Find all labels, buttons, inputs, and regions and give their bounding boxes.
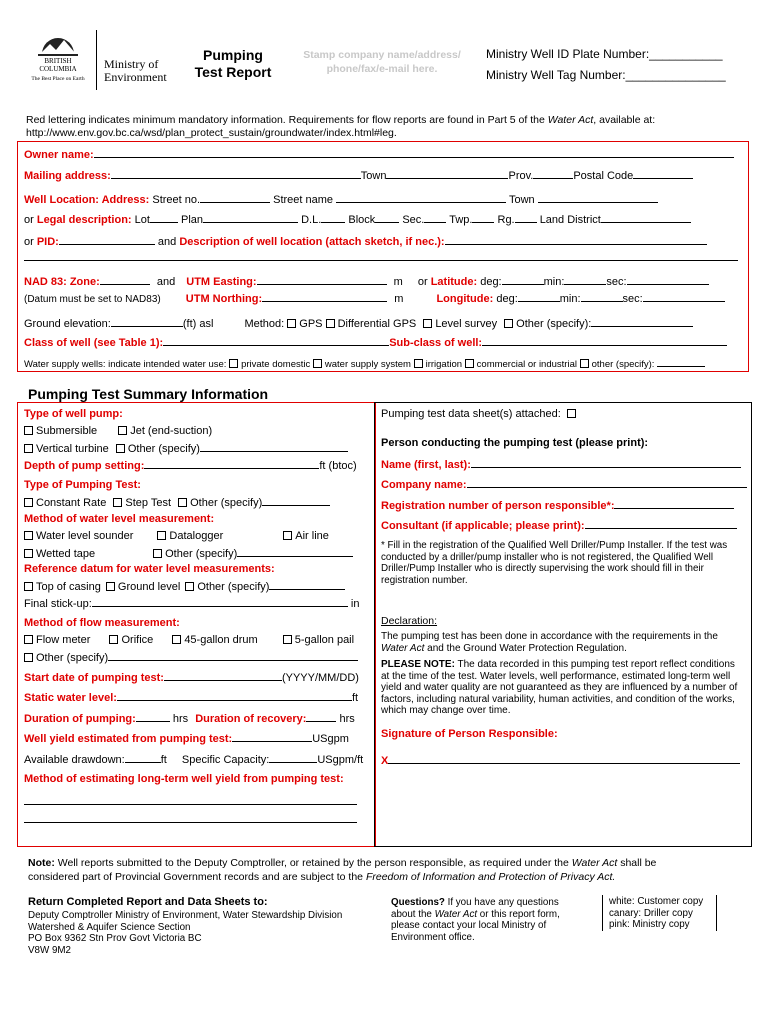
- lat-deg-field[interactable]: [502, 275, 544, 285]
- lon-min-field[interactable]: [581, 292, 623, 302]
- signature-row: X: [381, 754, 740, 767]
- zone-field[interactable]: [100, 275, 150, 285]
- title-line-1: Pumping: [203, 47, 263, 63]
- utm-easting-field[interactable]: [257, 275, 387, 285]
- stickup-field[interactable]: [92, 597, 348, 607]
- depth-field[interactable]: [144, 459, 319, 469]
- lon-deg-field[interactable]: [518, 292, 560, 302]
- summary-heading: Pumping Test Summary Information: [28, 386, 269, 402]
- other-method-checkbox[interactable]: [504, 319, 513, 328]
- sec-field[interactable]: [424, 213, 446, 223]
- class-row: Class of well (see Table 1): Sub-class of well:: [24, 336, 727, 349]
- jet-checkbox[interactable]: [118, 426, 127, 435]
- top-casing-checkbox[interactable]: [24, 582, 33, 591]
- subclass-field[interactable]: [482, 336, 727, 346]
- irrigation-checkbox[interactable]: [414, 359, 423, 368]
- pail-checkbox[interactable]: [283, 635, 292, 644]
- other-wl-field[interactable]: [237, 547, 353, 557]
- town-field[interactable]: [386, 169, 508, 179]
- wl-row-1: Water level sounder Datalogger Air line: [24, 530, 329, 542]
- stamp-line-2: phone/fax/e-mail here.: [326, 63, 438, 75]
- plate-number-field[interactable]: Ministry Well ID Plate Number:___________: [486, 47, 723, 61]
- wetted-tape-checkbox[interactable]: [24, 549, 33, 558]
- water-system-checkbox[interactable]: [313, 359, 322, 368]
- duration-recovery-field[interactable]: [306, 712, 336, 722]
- copy-divider-right: [716, 895, 717, 931]
- stickup-row: Final stick-up: in: [24, 598, 360, 610]
- rg-field[interactable]: [515, 213, 537, 223]
- step-test-checkbox[interactable]: [113, 498, 122, 507]
- yield-field[interactable]: [232, 732, 312, 742]
- name-field[interactable]: [471, 458, 741, 468]
- street-name-field[interactable]: [336, 193, 506, 203]
- long-term-line-2[interactable]: [24, 812, 357, 823]
- private-domestic-checkbox[interactable]: [229, 359, 238, 368]
- other-flow-checkbox[interactable]: [24, 653, 33, 662]
- owner-row: Owner name:: [24, 148, 734, 161]
- prov-field[interactable]: [533, 169, 573, 179]
- ref-datum-label: Reference datum for water level measurements:: [24, 563, 275, 575]
- footnote: * Fill in the registration of the Qualified Well Driller/Pump Installer. If the test was conducted by a driller/pump installer who is not registered, the Qualified Well Driller/Pump Installer who is directly supervising the work should fill in their registration number.: [381, 540, 728, 586]
- attached-row: Pumping test data sheet(s) attached:: [381, 408, 579, 420]
- other-ref-field[interactable]: [269, 580, 345, 590]
- postal-field[interactable]: [633, 169, 693, 179]
- utm-northing-field[interactable]: [262, 292, 387, 302]
- questions-block: Questions? If you have any questions about the Water Act or this report form, please contact your local Ministry of Environment office.: [391, 897, 560, 943]
- class-field[interactable]: [163, 336, 389, 346]
- other-pump-checkbox[interactable]: [116, 444, 125, 453]
- return-address: Deputy Comptroller Ministry of Environment, Water Stewardship Division Watershed & Aquifer Science Section PO Box 9362 Stn Prov Govt Victoria BC V8W 9M2: [28, 910, 343, 956]
- consultant-row: Consultant (if applicable; please print):: [381, 519, 737, 532]
- other-test-field[interactable]: [262, 496, 330, 506]
- sun-mountain-icon: [38, 30, 78, 56]
- duration-pump-field[interactable]: [136, 712, 170, 722]
- logo-tagline: The Best Place on Earth: [31, 76, 85, 82]
- declaration-text: The pumping test has been done in accordance with the requirements in the Water Act and the Ground Water Protection Regulation.: [381, 631, 718, 654]
- location-town-field[interactable]: [538, 193, 658, 203]
- other-flow-field[interactable]: [108, 651, 358, 661]
- yield-row: Well yield estimated from pumping test: USgpm: [24, 733, 349, 745]
- drum-checkbox[interactable]: [172, 635, 181, 644]
- drawdown-row: Available drawdown: ft Specific Capacity: USgpm/ft: [24, 754, 364, 766]
- test-type-row: Constant Rate Step Test Other (specify): [24, 496, 330, 509]
- mailing-field[interactable]: [111, 169, 361, 179]
- company-field[interactable]: [467, 478, 747, 488]
- flow-row-2: Other (specify): [24, 651, 358, 664]
- duration-row: Duration of pumping: hrs Duration of recovery: hrs: [24, 713, 355, 725]
- other-test-checkbox[interactable]: [178, 498, 187, 507]
- lat-sec-field[interactable]: [627, 275, 709, 285]
- ministry-name: [104, 58, 167, 84]
- company-row: Company name:: [381, 478, 747, 491]
- orifice-checkbox[interactable]: [109, 635, 118, 644]
- other-pump-field[interactable]: [200, 442, 348, 452]
- consultant-field[interactable]: [585, 519, 737, 529]
- submersible-checkbox[interactable]: [24, 426, 33, 435]
- air-line-checkbox[interactable]: [283, 531, 292, 540]
- copy-divider-left: [602, 895, 603, 931]
- plan-field[interactable]: [203, 213, 298, 223]
- logo-text-2: COLUMBIA: [39, 65, 77, 73]
- ref-datum-row: Top of casing Ground level Other (specify): [24, 580, 345, 593]
- stamp-line-1: Stamp company name/address/: [303, 49, 461, 61]
- gps-checkbox[interactable]: [287, 319, 296, 328]
- other-use-field[interactable]: [657, 357, 705, 367]
- bc-logo: [26, 30, 90, 92]
- title-line-2: Test Report: [194, 64, 272, 80]
- depth-row: Depth of pump setting: ft (btoc): [24, 460, 357, 472]
- commercial-checkbox[interactable]: [465, 359, 474, 368]
- other-use-checkbox[interactable]: [580, 359, 589, 368]
- start-date-row: Start date of pumping test: (YYYY/MM/DD): [24, 672, 359, 684]
- flow-meter-checkbox[interactable]: [24, 635, 33, 644]
- location-row: Well Location: Address: Street no. Street name Town: [24, 193, 658, 206]
- name-row: Name (first, last):: [381, 458, 741, 471]
- intro-url[interactable]: http://www.env.gov.bc.ca/wsd/plan_protect_sustain/groundwater/index.html#leg.: [26, 127, 397, 139]
- twp-field[interactable]: [472, 213, 494, 223]
- diff-gps-checkbox[interactable]: [326, 319, 335, 328]
- ground-elev-field[interactable]: [111, 317, 183, 327]
- stamp-placeholder: [292, 48, 472, 76]
- declaration-label: Declaration:: [381, 615, 438, 627]
- signature-field[interactable]: [388, 754, 740, 764]
- start-date-field[interactable]: [164, 671, 282, 681]
- lot-field[interactable]: [150, 213, 178, 223]
- dl-field[interactable]: [321, 213, 345, 223]
- flow-row-1: Flow meter Orifice 45-gallon drum 5-gallon pail: [24, 634, 354, 646]
- long-term-label: Method of estimating long-term well yield from pumping test:: [24, 773, 344, 785]
- logo-divider: [96, 30, 97, 90]
- flow-method-label: Method of flow measurement:: [24, 617, 180, 629]
- static-row: Static water level: ft: [24, 692, 359, 704]
- legal-row: or Legal description: Lot Plan D.L. Block Sec. Twp. Rg. Land District: [24, 213, 691, 226]
- please-note-text: PLEASE NOTE: The data recorded in this pumping test report reflect conditions at the time of the test. Water levels, well performance, estimated long-term well yield and water quality are not guaranteed as they are influenced by a number of factors, including natural variability, human activities, and condition of the works, which may change over time.: [381, 659, 738, 716]
- specific-cap-field[interactable]: [269, 753, 317, 763]
- form-title: [188, 47, 278, 81]
- long-term-line-1[interactable]: [24, 794, 357, 805]
- registration-field[interactable]: [614, 499, 734, 509]
- owner-field[interactable]: [94, 148, 734, 158]
- street-no-field[interactable]: [200, 193, 270, 203]
- vertical-turbine-checkbox[interactable]: [24, 444, 33, 453]
- signature-label: Signature of Person Responsible:: [381, 728, 558, 740]
- level-survey-checkbox[interactable]: [423, 319, 432, 328]
- drawdown-field[interactable]: [125, 753, 161, 763]
- other-ref-checkbox[interactable]: [185, 582, 194, 591]
- attached-checkbox[interactable]: [567, 409, 576, 418]
- northing-row: (Datum must be set to NAD83) UTM Northing: m Longitude: deg: min: sec:: [24, 292, 725, 305]
- person-heading: Person conducting the pumping test (please print):: [381, 437, 649, 449]
- ministry-line-2: Environment: [104, 70, 167, 84]
- wl-row-2: Wetted tape Other (specify): [24, 547, 353, 560]
- other-wl-checkbox[interactable]: [153, 549, 162, 558]
- ground-level-checkbox[interactable]: [106, 582, 115, 591]
- tag-number-field[interactable]: Ministry Well Tag Number:_______________: [486, 68, 726, 82]
- lat-min-field[interactable]: [564, 275, 606, 285]
- pump-row-2: Vertical turbine Other (specify): [24, 442, 348, 455]
- elevation-row: Ground elevation: (ft) asl Method: GPS Differential GPS Level survey Other (specify):: [24, 317, 693, 330]
- static-field[interactable]: [117, 691, 352, 701]
- nad-row: NAD 83: Zone: and UTM Easting: m or Latitude: deg: min: sec:: [24, 275, 709, 288]
- block-field[interactable]: [375, 213, 399, 223]
- pump-row-1: Submersible Jet (end-suction): [24, 425, 212, 437]
- pid-field[interactable]: [59, 235, 155, 245]
- logo-text-1: BRITISH: [44, 57, 72, 65]
- sounder-checkbox[interactable]: [24, 531, 33, 540]
- description-continuation[interactable]: [24, 251, 738, 261]
- land-district-field[interactable]: [601, 213, 691, 223]
- footer-note: Note: Well reports submitted to the Deputy Comptroller, or retained by the person responsible, as required under the Water Act shall be considered part of Provincial Government records and are subject to the Freedom of Information and Protection of Privacy Act.: [28, 857, 657, 883]
- mailing-row: Mailing address: Town Prov. Postal Code: [24, 169, 693, 182]
- pid-row: or PID: and Description of well location (attach sketch, if nec.):: [24, 235, 707, 248]
- datalogger-checkbox[interactable]: [157, 531, 166, 540]
- wl-method-label: Method of water level measurement:: [24, 513, 215, 525]
- intro-text: Red lettering indicates minimum mandatory information. Requirements for flow reports are found in Part 5 of the Water Act, available at: http://www.env.gov.bc.ca/wsd/plan_protect_sustain/groundwater/index.html#leg.: [26, 114, 656, 139]
- registration-row: Registration number of person responsible*:: [381, 499, 734, 512]
- pump-type-label: Type of well pump:: [24, 408, 123, 420]
- lon-sec-field[interactable]: [643, 292, 725, 302]
- return-heading: Return Completed Report and Data Sheets to:: [28, 896, 268, 908]
- other-method-field[interactable]: [591, 317, 693, 327]
- copy-distribution: white: Customer copy canary: Driller copy pink: Ministry copy: [609, 896, 704, 930]
- ministry-line-1: Ministry of: [104, 57, 159, 71]
- description-field[interactable]: [445, 235, 707, 245]
- water-use-row: Water supply wells: indicate intended water use: private domestic water supply system irrigation commercial or industrial other (specify):: [24, 357, 705, 370]
- constant-rate-checkbox[interactable]: [24, 498, 33, 507]
- test-type-label: Type of Pumping Test:: [24, 479, 141, 491]
